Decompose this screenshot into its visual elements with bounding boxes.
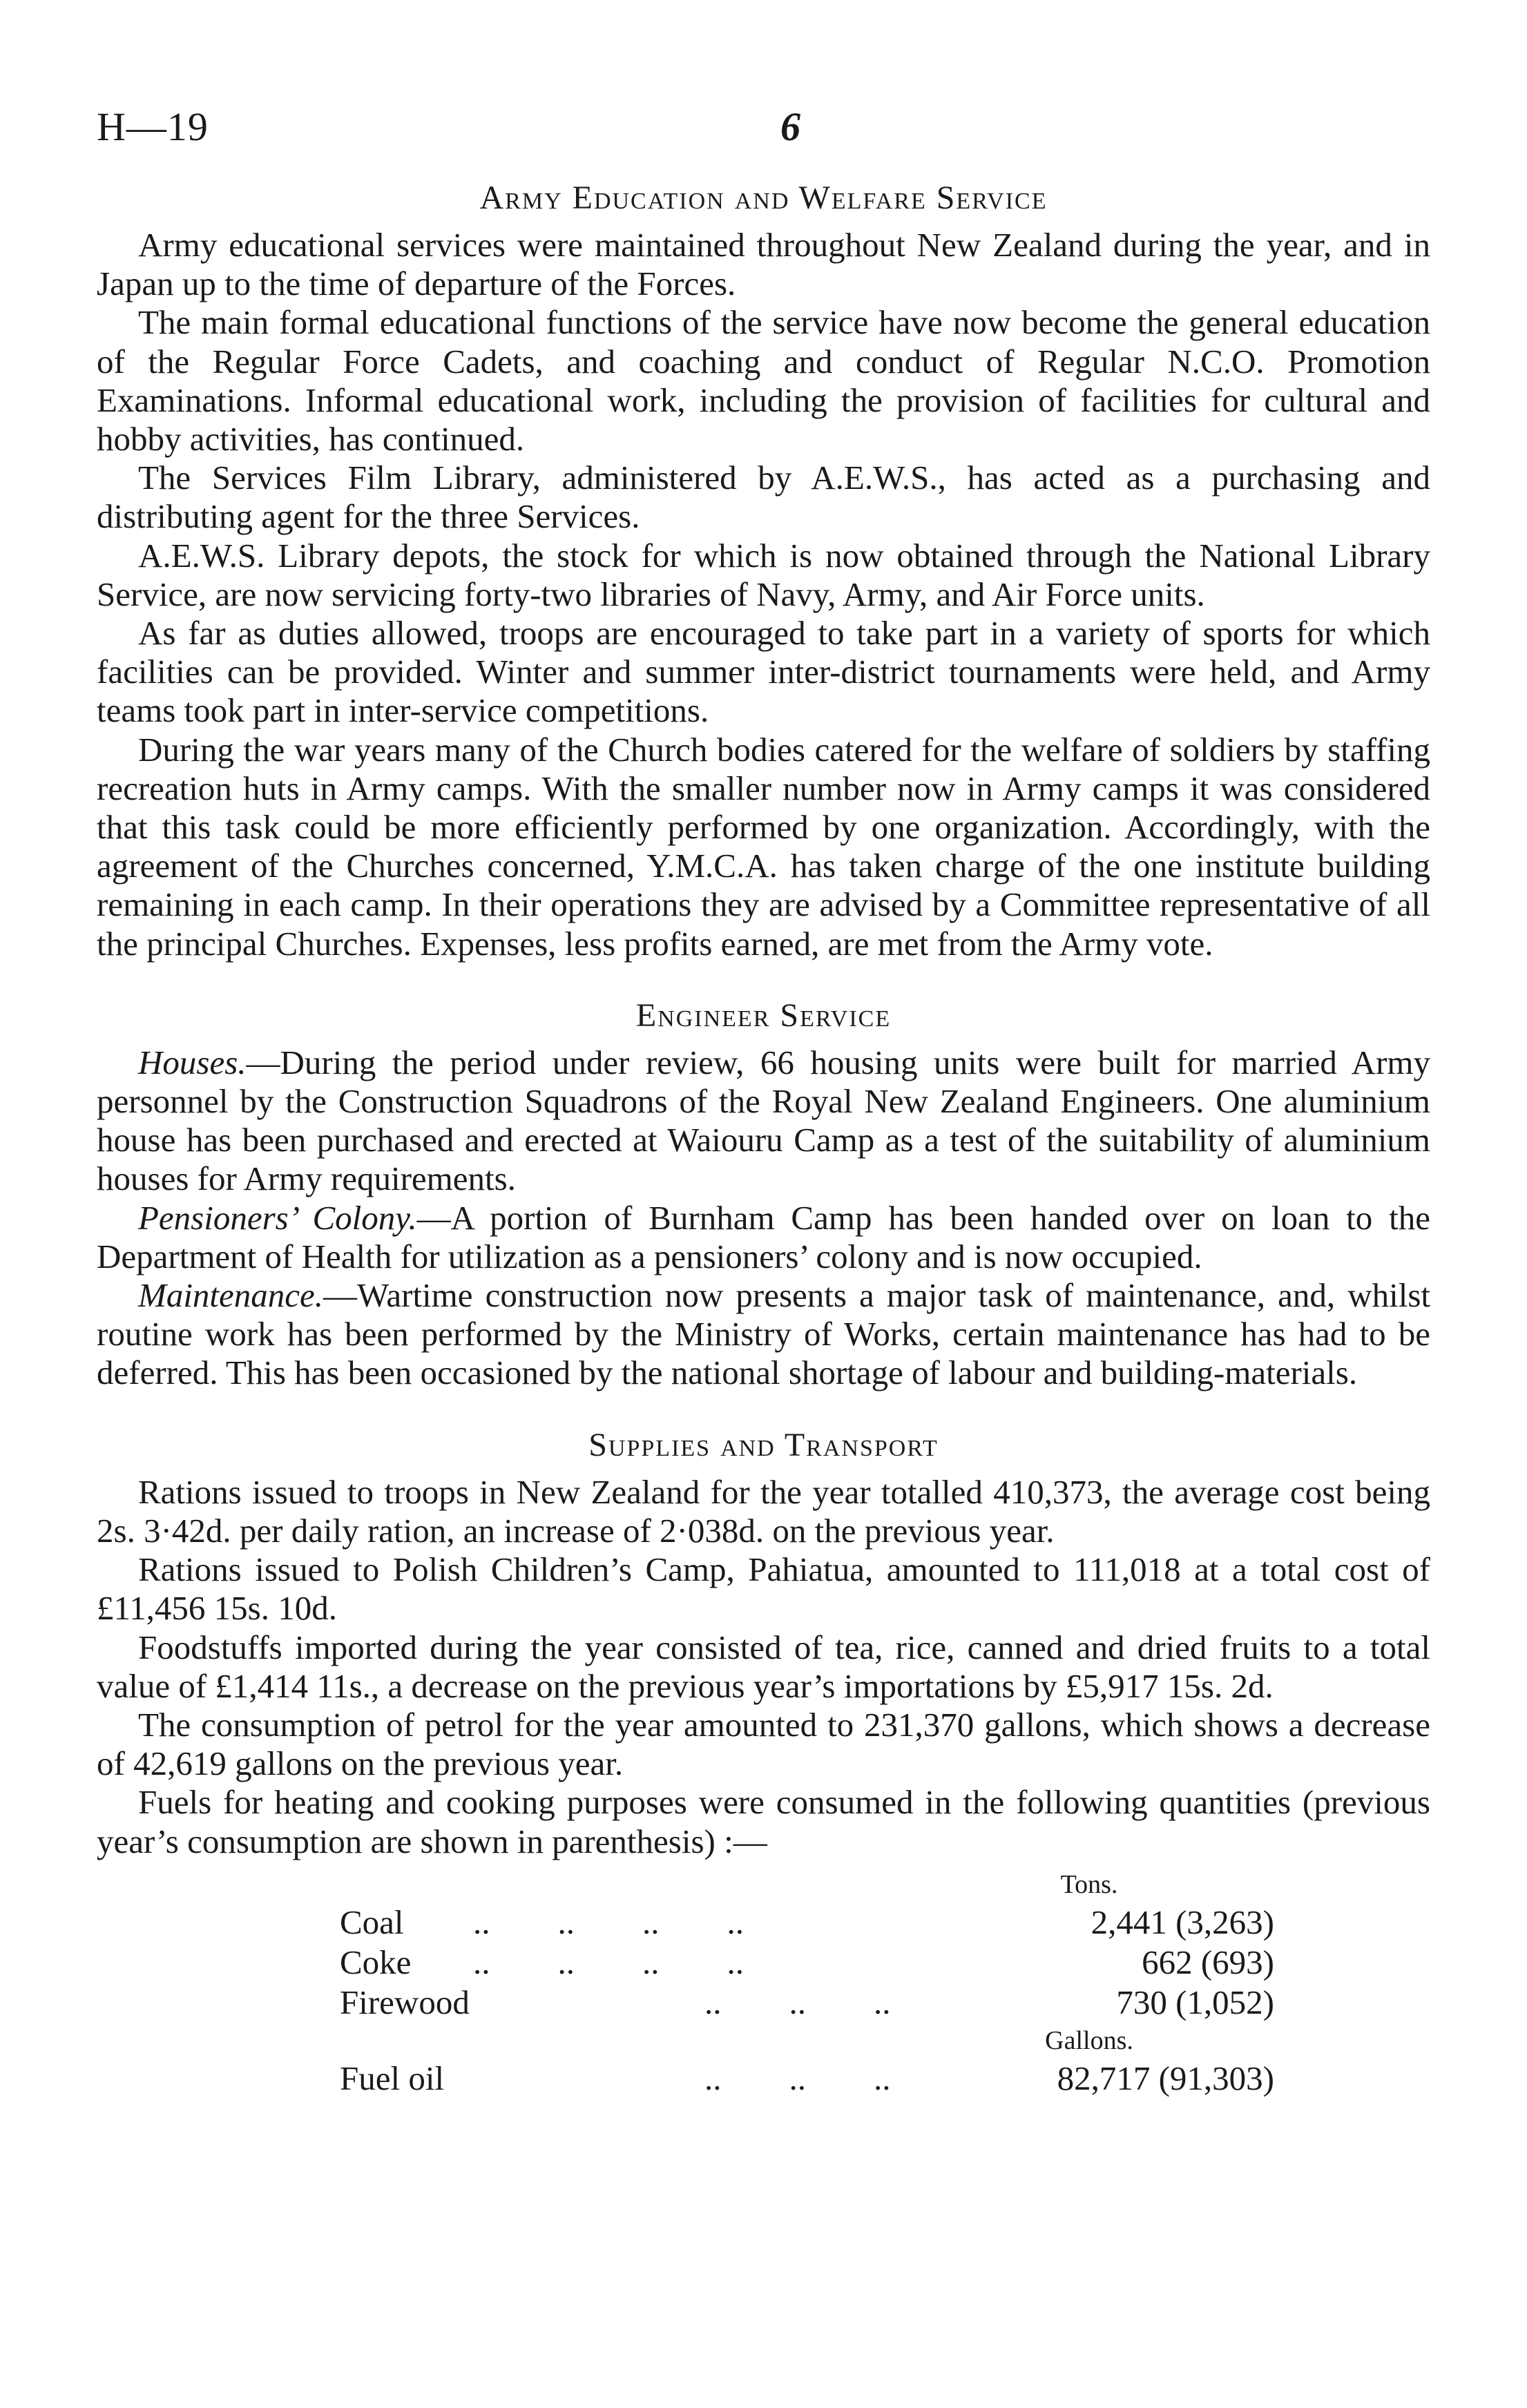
- paragraph: Rations issued to Polish Children’s Camp, Pahiatua, amounted to 111,018 at a total cost of £11,456 15s. 10d.: [97, 1550, 1430, 1628]
- unit-header-row: [97, 1867, 1430, 1903]
- paragraph-text: —A portion of Burnham Camp has been handed over on loan to the Department of Health for utilization as a pensioners’ colony and is now occupied.: [97, 1198, 1431, 1275]
- paragraph: Army educational services were maintained throughout New Zealand during the year, and in Japan up to the time of departure of the Forces.: [97, 226, 1430, 303]
- paragraph-pensioners-colony: [97, 1199, 1430, 1276]
- paragraph: Foodstuffs imported during the year consisted of tea, rice, canned and dried fruits to a total value of £1,414 11s., a decrease on the previous year’s importations by £5,917 15s. 2d.: [97, 1628, 1430, 1705]
- section-title-supplies-transport: Supplies and Transport: [588, 1426, 939, 1463]
- table-row: [97, 1943, 1430, 1983]
- paragraph-text: —During the period under review, 66 housing units were built for married Army personnel by the Construction Squadrons of the Royal New Zealand Engineers. One aluminium house has been purchased and erected at Waiouru Camp as a test of the suitability of aluminium houses for Army requirements.: [97, 1043, 1430, 1198]
- paragraph: During the war years many of the Church bodies catered for the welfare of soldiers by staffing recreation huts in Army camps. With the smaller number now in Army camps it was considered that this task could be more efficiently performed by one organization. Accordingly, with the agreement of the Churches concerned, Y.M.C.A. has taken charge of the one institute building remaining in each camp. In their operations they are advised by a Committee representative of all the principal Churches. Expenses, less profits earned, are met from the Army vote.: [97, 730, 1430, 963]
- paragraph: The consumption of petrol for the year amounted to 231,370 gallons, which shows a decrease of 42,619 gallons on the previous year.: [97, 1705, 1430, 1783]
- paragraph-text: —Wartime construction now presents a major task of maintenance, and, whilst routine work has been performed by the Ministry of Works, certain maintenance has had to be deferred. This has been occasioned by the national shortage of labour and building-materials.: [97, 1276, 1430, 1392]
- leader-dots: .. .. .. ..: [473, 1943, 744, 1981]
- paragraph-maintenance: [97, 1276, 1430, 1393]
- fuel-quantity: 730 (1,052): [1116, 1983, 1274, 2021]
- paragraph: The main formal educational functions of the service have now become the general education of the Regular Force Cadets, and coaching and conduct of Regular N.C.O. Promotion Examinations. Informal educational work, including the provision of facilities for cultural and hobby activities, has continued.: [97, 303, 1430, 459]
- page-number: 6: [780, 104, 800, 149]
- unit-header-row: [97, 2023, 1430, 2059]
- paragraph: A.E.W.S. Library depots, the stock for which is now obtained through the National Library Service, are now servicing forty-two libraries of Navy, Army, and Air Force units.: [97, 536, 1430, 613]
- fuel-quantity: 662 (693): [1142, 1943, 1274, 1981]
- paragraph-lead: Maintenance.: [138, 1276, 324, 1315]
- paragraph: Fuels for heating and cooking purposes were consumed in the following quantities (previous year’s consumption are shown in parenthesis) :—: [97, 1783, 1430, 1860]
- table-row: [97, 1983, 1430, 2023]
- paragraph-lead: Houses.: [138, 1043, 247, 1081]
- section-title-army-education: Army Education and Welfare Service: [479, 180, 1048, 216]
- paragraph-lead: Pensioners’ Colony.: [138, 1198, 417, 1237]
- leader-dots: .. .. ..: [704, 2059, 891, 2097]
- paragraph: The Services Film Library, administered by A.E.W.S., has acted as a purchasing and distributing agent for the three Services.: [97, 459, 1430, 536]
- fuel-name: Coal: [340, 1903, 404, 1941]
- paragraph: As far as duties allowed, troops are encouraged to take part in a variety of sports for which facilities can be provided. Winter and summer inter-district tournaments were held, and Army teams took part in inter-service competitions.: [97, 614, 1430, 730]
- table-row: [97, 2059, 1430, 2099]
- fuel-consumption-table: [97, 1867, 1430, 2099]
- fuel-quantity: 82,717 (91,303): [1057, 2059, 1274, 2097]
- paragraph-houses: [97, 1043, 1430, 1199]
- section-title-engineer-service: Engineer Service: [635, 996, 892, 1034]
- document-reference: H—19: [97, 104, 209, 149]
- paragraph: Rations issued to troops in New Zealand for the year totalled 410,373, the average cost being 2s. 3·42d. per daily ration, an increase of 2·038d. on the previous year.: [97, 1472, 1430, 1550]
- fuel-name: Coke: [340, 1943, 412, 1981]
- leader-dots: .. .. .. ..: [473, 1903, 744, 1941]
- fuel-name: Firewood: [340, 1983, 470, 2021]
- fuel-name: Fuel oil: [340, 2059, 445, 2097]
- table-row: [97, 1903, 1430, 1943]
- unit-label-tons: Tons.: [1060, 1869, 1118, 1899]
- fuel-quantity: 2,441 (3,263): [1091, 1903, 1274, 1941]
- unit-label-gallons: Gallons.: [1045, 2025, 1133, 2055]
- page-header: [97, 104, 1430, 176]
- leader-dots: .. .. ..: [704, 1983, 891, 2021]
